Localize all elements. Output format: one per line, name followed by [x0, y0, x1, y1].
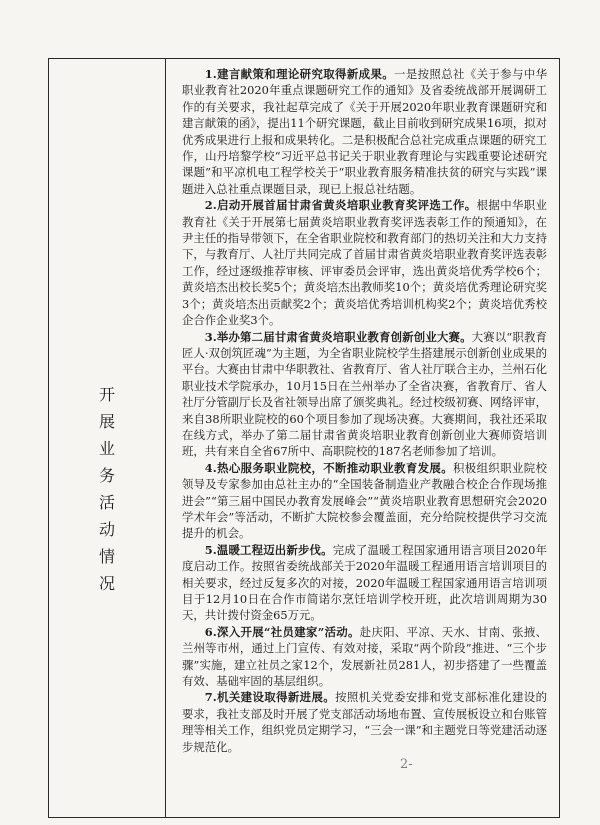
paragraph-7 [182, 689, 547, 755]
label-column [49, 59, 166, 817]
paragraph-heading: 4.热心服务职业院校，不断推动职业教育发展。 [204, 460, 454, 475]
paragraph-body: 完成了温暖工程国家通用语言项目2020年度启动工作。按照省委统战部关于2020年温暖工程通用语言培训项目的相关要求，经过反复多次的对接，2020年温暖工程国家通用语言培训项目于12月10日在合作市简诺尔烹饪培训学校开班，此次培训周期为30天，共计拨付资金65万元。 [182, 542, 547, 623]
paragraph-heading: 2.启动开展首届甘肃省黄炎培职业教育奖评选工作。 [204, 198, 477, 213]
paragraph-body: 大赛以“职教育匠人·双创筑匠魂”为主题，为全省职业院校学生搭建展示创新创业成果的平台。大赛由甘肃中华职教社、省教育厅、省人社厅联合主办，兰州石化职业技术学院承办，10月15日在兰州举办了全省决赛，省教育厅、省人社厅分管副厅长及省社领导出席了颁奖典礼。经过校级初赛、网络评审，来自38所职业院校的60个项目参加了现场决赛。大赛期间，我社还采取在线方式，举办了第二届甘肃省黄炎培职业教育创新创业大赛师资培训班，共有来自全省67所中、高职院校的187名老师参加了培训。 [182, 329, 547, 459]
paragraph-3 [182, 329, 547, 460]
paragraph-5 [182, 542, 547, 624]
paragraph-2 [182, 197, 547, 328]
paragraph-heading: 6.深入开展“社员建家”活动。 [204, 624, 360, 639]
paragraph-heading: 5.温暖工程迈出新步伐。 [204, 542, 333, 557]
paragraph-heading: 3.举办第二届甘肃省黄炎培职业教育创新创业大赛。 [204, 329, 472, 344]
form-table [48, 58, 560, 818]
paragraph-body: 根据中华职业教育社《关于开展第七届黄炎培职业教育奖评选表彰工作的预通知》，在尹主任的指导带领下，在全省职业院校和教育部门的热切关注和大力支持下，与教育厅、人社厅共同完成了首届甘肃省黄炎培职业教育奖评选表彰工作，经过逐级推荐审核、评审委员会评审，选出黄炎培优秀学校6个；黄炎培杰出校长奖5个；黄炎培杰出教师奖10个；黄炎培优秀理论研究奖3个；黄炎培杰出贡献奖2个；黄炎培优秀培训机构奖2个；黄炎培优秀校企合作企业奖3个。 [182, 198, 547, 328]
paragraph-heading: 1.建言献策和理论研究取得新成果。 [204, 67, 395, 81]
content-column [166, 59, 559, 817]
paragraph-body: 一是按照总社《关于参与中华职业教育社2020年重点课题研究工作的通知》及省委统战部开展调研工作的有关要求，我社起草完成了《关于开展2020年职业教育课题研究和建言献策的函》，提出11个研究课题，截止目前收到研究成果16项，拟对优秀成果进行上报和成果转化。二是积极配合总社完成重点课题的研究工作，山丹培黎学校“习近平总书记关于职业教育理论与实践重要论述研究课题”和平凉机电工程学校关于“职业教育服务精准扶贫的研究与实践”课题进入总社重点课题目录，现已上报总社结题。 [182, 67, 548, 196]
paragraph-1 [182, 66, 547, 197]
paragraph-body: 积极组织职业院校领导及专家参加由总社主办的“全国装备制造业产教融合校企合作现场推进会”“第三届中国民办教育发展峰会”“黄炎培职业教育思想研究会2020学术年会”等活动，不断扩大院校参会覆盖面，充分给院校提供学习交流提升的机会。 [182, 460, 547, 541]
section-label: 开展业务活动情况 [98, 385, 115, 593]
paragraph-4 [182, 460, 547, 542]
handwritten-page-mark: 2- [400, 757, 413, 772]
paragraph-body: 赴庆阳、平凉、天水、甘南、张掖、兰州等市州，通过上门宣传、有效对接，采取“两个阶段”推进、“三个步骤”实施，建立社员之家12个，发展新社员281人，初步搭建了一些覆盖有效、基础牢固的基层组织。 [182, 624, 547, 689]
paragraph-6 [182, 624, 547, 690]
paragraph-body: 按照机关党委安排和党支部标准化建设的要求，我社支部及时开展了党支部活动场地布置、宣传展板设立和台账管理等相关工作，组织党员定期学习，“三会一课”和主题党日等党建活动逐步规范化。 [182, 690, 547, 754]
paragraph-heading: 7.机关建设取得新进展。 [204, 690, 336, 705]
